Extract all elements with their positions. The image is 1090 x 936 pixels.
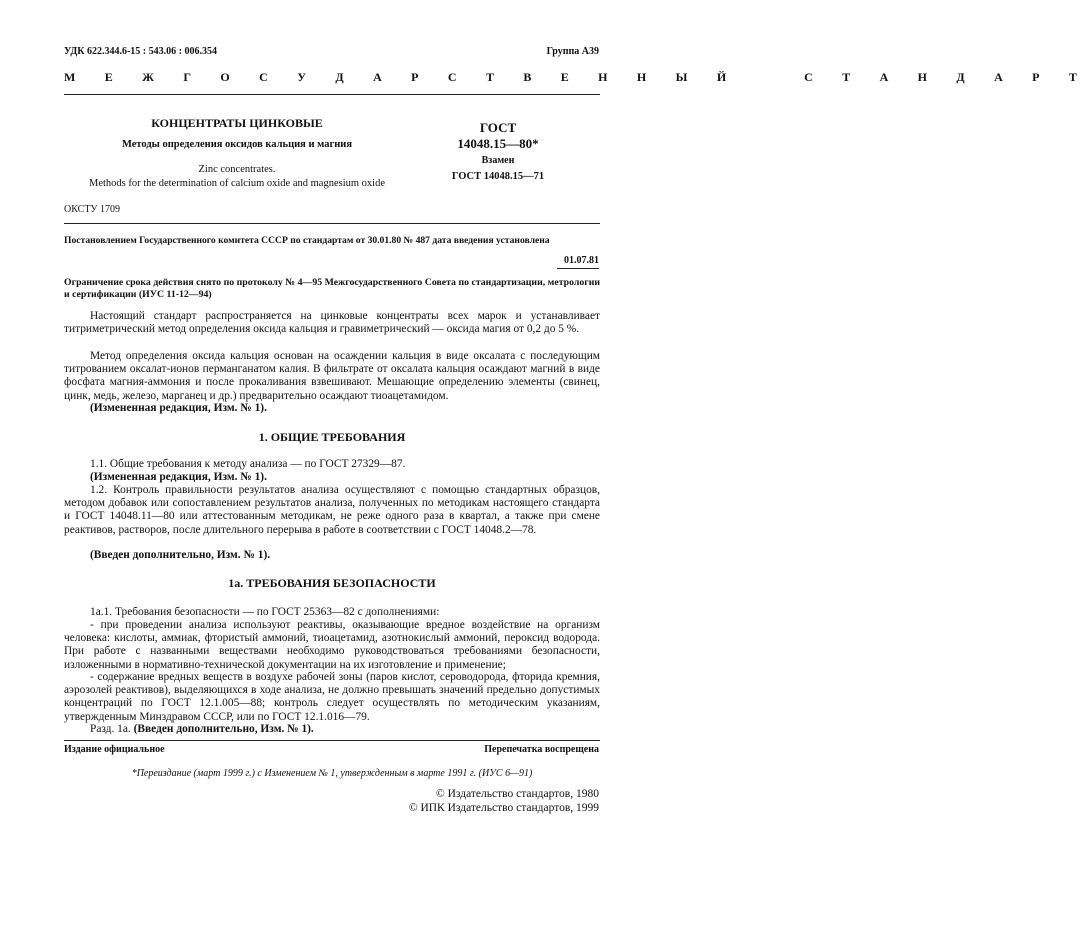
section-1-item-1-note: (Измененная редакция, Изм. № 1).	[90, 471, 267, 483]
decree-date: 01.07.81	[564, 255, 599, 266]
copyright-1980: © Издательство стандартов, 1980	[435, 788, 599, 800]
section-ref: Разд. 1а.	[90, 723, 131, 735]
state-standard-banner: М Е Ж Г О С У Д А Р С Т В Е Н Н Ы Й С Т А Н Д А Р Т	[64, 70, 1090, 84]
reissue-note: *Переиздание (март 1999 г.) с Изменением № 1, утвержденным в марте 1991 г. (ИУС 6—91)	[131, 768, 533, 779]
gost-replaced: ГОСТ 14048.15—71	[451, 171, 545, 182]
section-1a-heading: 1а. ТРЕБОВАНИЯ БЕЗОПАСНОСТИ	[228, 576, 436, 590]
intro-paragraph-1: Настоящий стандарт распространяется на цинковые концентраты всех марок и устанавливает титриметрический метод определения оксида кальция и гравиметрический — оксида магия от 0,2 до 5 %.	[64, 310, 600, 336]
copyright-1999: © ИПК Издательство стандартов, 1999	[408, 802, 599, 814]
section-1a-amendment	[64, 723, 600, 736]
section-1-item-1: 1.1. Общие требования к методу анализа — по ГОСТ 27329—87.	[90, 458, 406, 470]
doc-title: КОНЦЕНТРАТЫ ЦИНКОВЫЕ	[151, 116, 323, 130]
title-divider	[64, 223, 600, 224]
gost-instead: Взамен	[481, 155, 515, 166]
gost-label: ГОСТ	[479, 120, 517, 135]
section-1-item-2: 1.2. Контроль правильности результатов анализа осуществляют с помощью стандартных образцов, методом добавок или сопоставлением результатов анализа, полученных по методикам настоящего стандарта и ГОСТ 14048.11—80 или аттестованным методикам, не реже одного раза в квартал, а также при смене реактивов, растворов, после длительного перерыва в работе в соответствии с ГОСТ 14048.2—78.	[64, 484, 600, 536]
oksty-code: ОКСТУ 1709	[64, 204, 121, 215]
header-divider	[64, 94, 600, 95]
limitation-note: Ограничение срока действия снято по протоколу № 4—95 Межгосударственного Совета по стандартизации, метрологии и сертификации (ИУС 11-12—94)	[64, 277, 600, 300]
section-1-heading: 1. ОБЩИЕ ТРЕБОВАНИЯ	[258, 430, 406, 444]
section-1-item-2-note: (Введен дополнительно, Изм. № 1).	[90, 549, 271, 561]
official-edition: Издание официальное	[64, 744, 165, 755]
section-1a-list-item-2: - содержание вредных веществ в воздухе рабочей зоны (паров кислот, сероводорода, фторида кремния, аэрозолей реактивов), выделяющихся в ходе анализа, не должно превышать значений предельно допустимых концентраций по ГОСТ 12.1.005—88; контроль следует осуществлять по методическим указаниям, утвержденным Минздравом СССР, или по ГОСТ 12.1.016—79.	[64, 671, 600, 723]
intro-paragraph-2: Метод определения оксида кальция основан на осаждении кальция в виде оксалата с последующим титрованием оксалат-ионов перманганатом калия. В фильтрате от оксалата кальция осаждают магний в виде фосфата магния-аммония и после прокаливания взвешивают. Мешающие определению элементы (свинец, цинк, медь, железо, марганец и др.) предварительно осаждают тиоацетамидом.	[64, 350, 600, 402]
doc-subtitle-en: Methods for the determination of calcium oxide and magnesium oxide	[89, 178, 385, 189]
reprint-prohibited: Перепечатка воспрещена	[484, 744, 599, 755]
section-ref-note: (Введен дополнительно, Изм. № 1).	[133, 723, 314, 735]
section-1a-list-item-1: - при проведении анализа используют реактивы, оказывающие вредное воздействие на организм человека: кислоты, аммиак, фтористый аммоний, тиоацетамид, азотнокислый аммоний, пероксид водорода. При работе с названными веществами необходимо руководствоваться требованиями безопасности, изложенными в нормативно-технической документации на их изготовление и применение;	[64, 619, 600, 671]
udc-code: УДК 622.344.6-15 : 543.06 : 006.354	[64, 46, 217, 57]
doc-subtitle: Методы определения оксидов кальция и магния	[121, 139, 353, 150]
intro-amendment-note: (Измененная редакция, Изм. № 1).	[90, 402, 267, 414]
decree-date-underline	[557, 268, 599, 269]
doc-title-en: Zinc concentrates.	[198, 164, 276, 175]
footer-divider	[64, 740, 600, 741]
gost-number: 14048.15—80*	[457, 136, 539, 151]
decree-text: Постановлением Государственного комитета СССР по стандартам от 30.01.80 № 487 дата введения установлена	[64, 235, 550, 246]
section-1a-item-1: 1а.1. Требования безопасности — по ГОСТ 25363—82 с дополнениями:	[90, 606, 440, 618]
group-code: Группа А39	[546, 46, 599, 57]
